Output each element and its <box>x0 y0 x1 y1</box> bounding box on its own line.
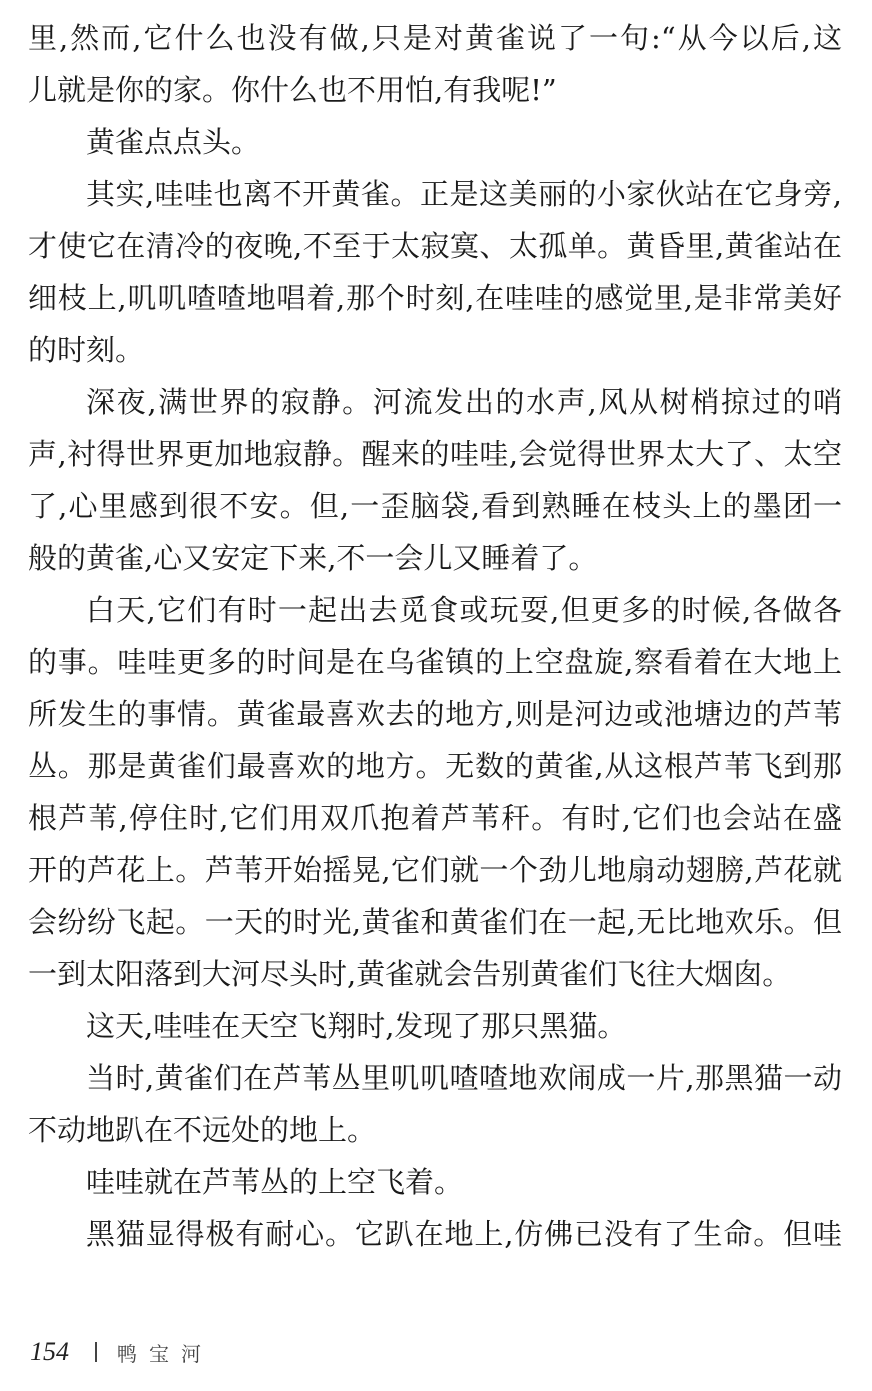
text-line: 所发生的事情。黄雀最喜欢去的地方,则是河边或池塘边的芦苇 <box>28 697 842 731</box>
page-footer <box>30 1332 213 1372</box>
text-line: 深夜,满世界的寂静。河流发出的水声,风从树梢掠过的哨 <box>86 385 842 419</box>
text-line: 细枝上,叽叽喳喳地唱着,那个时刻,在哇哇的感觉里,是非常美好 <box>28 281 842 315</box>
text-line: 的事。哇哇更多的时间是在乌雀镇的上空盘旋,察看着在大地上 <box>28 645 842 679</box>
text-line: 这天,哇哇在天空飞翔时,发现了那只黑猫。 <box>86 1009 627 1043</box>
text-line: 不动地趴在不远处的地上。 <box>28 1113 377 1147</box>
text-line: 黑猫显得极有耐心。它趴在地上,仿佛已没有了生命。但哇 <box>86 1217 842 1251</box>
text-line: 开的芦花上。芦苇开始摇晃,它们就一个劲儿地扇动翅膀,芦花就 <box>28 853 842 887</box>
text-line: 声,衬得世界更加地寂静。醒来的哇哇,会觉得世界太大了、太空 <box>28 437 842 471</box>
text-line: 儿就是你的家。你什么也不用怕,有我呢!” <box>28 73 557 107</box>
book-title: 鸭宝河 <box>117 1341 213 1366</box>
text-line: 了,心里感到很不安。但,一歪脑袋,看到熟睡在枝头上的墨团一 <box>28 489 842 523</box>
text-line: 当时,黄雀们在芦苇丛里叽叽喳喳地欢闹成一片,那黑猫一动 <box>86 1061 842 1095</box>
page-number: 154 <box>30 1337 69 1366</box>
footer-divider <box>95 1342 97 1362</box>
text-line: 一到太阳落到大河尽头时,黄雀就会告别黄雀们飞往大烟囱。 <box>28 957 792 991</box>
text-line: 里,然而,它什么也没有做,只是对黄雀说了一句:“从今以后,这 <box>28 21 842 55</box>
text-line: 才使它在清冷的夜晚,不至于太寂寞、太孤单。黄昏里,黄雀站在 <box>28 229 842 263</box>
text-line: 黄雀点点头。 <box>86 125 261 159</box>
text-line: 白天,它们有时一起出去觅食或玩耍,但更多的时候,各做各 <box>86 593 842 627</box>
text-line: 根芦苇,停住时,它们用双爪抱着芦苇秆。有时,它们也会站在盛 <box>28 801 842 835</box>
text-line: 其实,哇哇也离不开黄雀。正是这美丽的小家伙站在它身旁, <box>86 177 842 211</box>
text-line: 哇哇就在芦苇丛的上空飞着。 <box>86 1165 464 1199</box>
text-line: 的时刻。 <box>28 333 145 367</box>
text-line: 丛。那是黄雀们最喜欢的地方。无数的黄雀,从这根芦苇飞到那 <box>28 749 842 783</box>
text-line: 会纷纷飞起。一天的时光,黄雀和黄雀们在一起,无比地欢乐。但 <box>28 905 842 939</box>
text-line: 般的黄雀,心又安定下来,不一会儿又睡着了。 <box>28 541 598 575</box>
